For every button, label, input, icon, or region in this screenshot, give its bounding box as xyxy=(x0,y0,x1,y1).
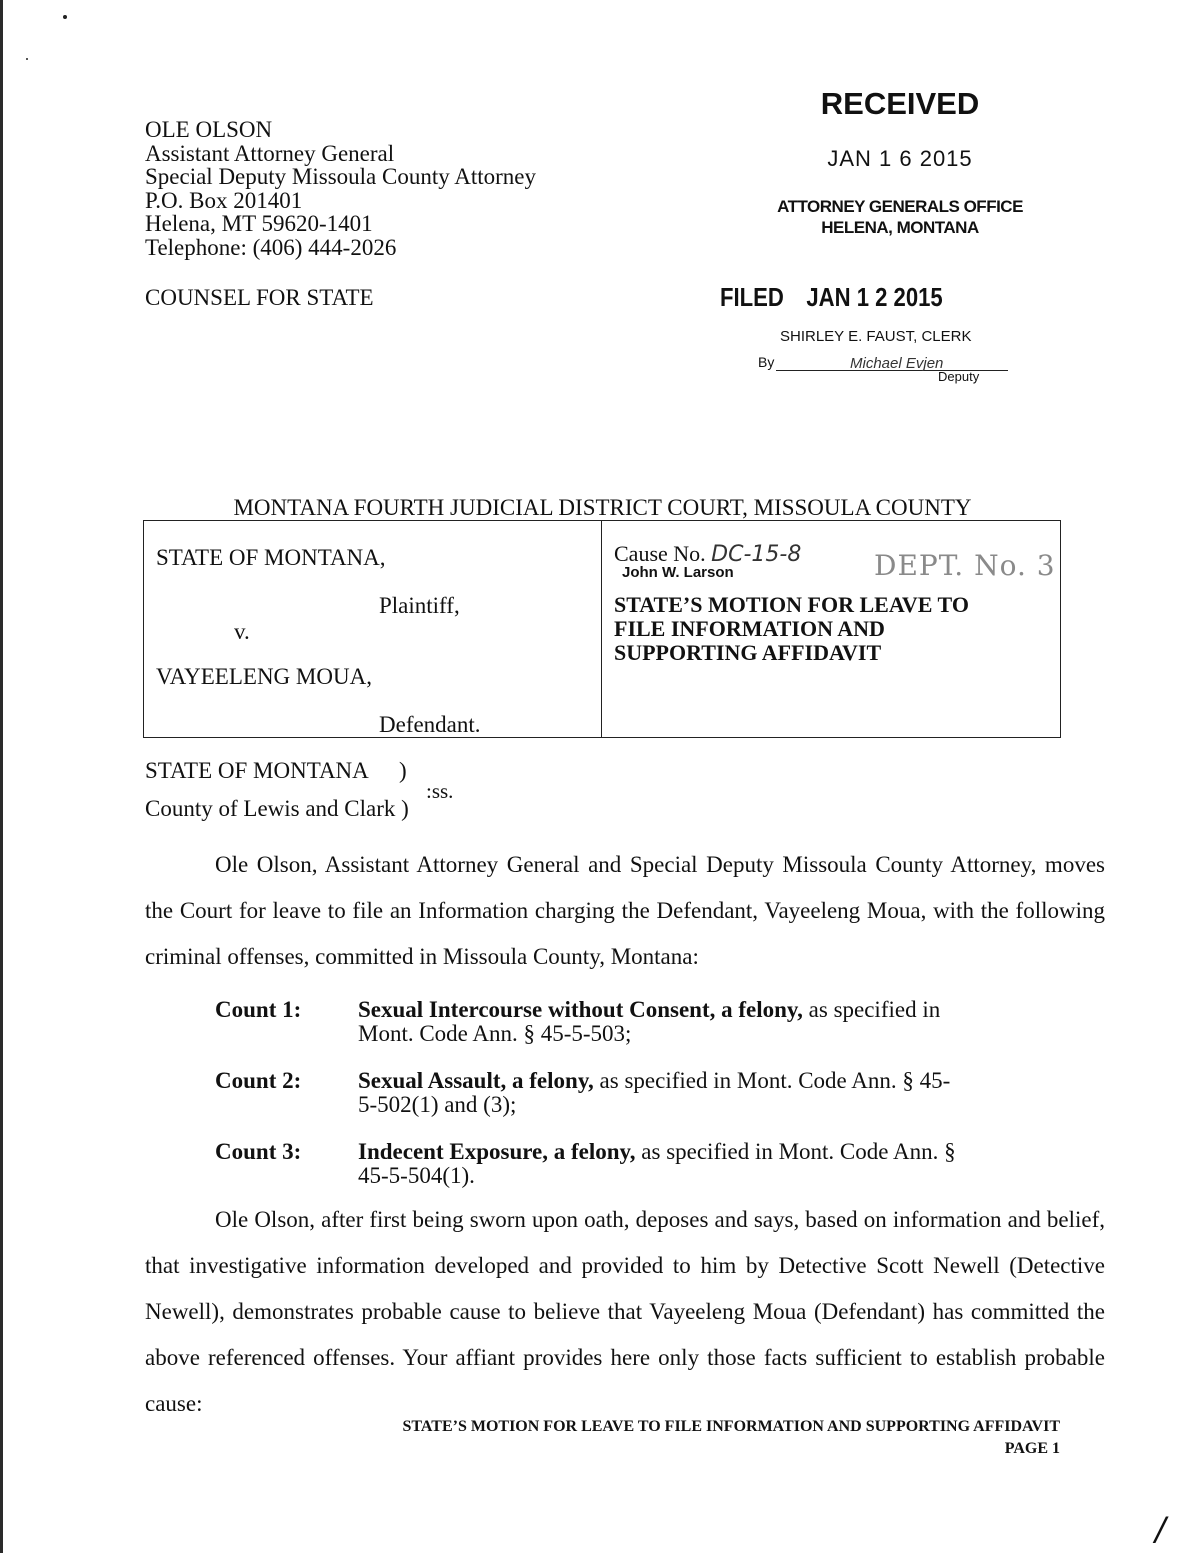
judge-stamp: John W. Larson xyxy=(622,564,734,581)
page-footer xyxy=(403,1416,1060,1460)
sender-title: Assistant Attorney General xyxy=(145,140,395,166)
count-charge: Sexual Intercourse without Consent, a felony, xyxy=(358,997,803,1022)
motion-title-line-3: SUPPORTING AFFIDAVIT xyxy=(614,640,882,665)
motion-paragraph-text: Ole Olson, Assistant Attorney General and Special Deputy Missoula County Attorney, moves the Court for leave to file an Information charging the Defendant, Vayeeleng Moua, with the following criminal offenses, committed in Missoula County, Montana: xyxy=(145,852,1105,969)
sender-name: OLE OLSON xyxy=(145,117,273,142)
dept-stamp: DEPT. No. 3 xyxy=(874,549,1056,582)
deputy-label: Deputy xyxy=(938,369,980,384)
affidavit-paragraph-text: Ole Olson, after first being sworn upon oath, deposes and says, based on information and belief, that investigative information developed and provided to him by Detective Scott Newell (Detective Newell), demonstrates probable cause to believe that Vayeeleng Moua (Defendant) has committed the above referenced offenses. Your affiant provides here only those facts sufficient to establish probable cause: xyxy=(145,1207,1105,1416)
caption-divider xyxy=(601,521,602,737)
count-description xyxy=(358,1140,958,1188)
case-caption xyxy=(143,520,1061,738)
footer-title: STATE’S MOTION FOR LEAVE TO FILE INFORMATION AND SUPPORTING AFFIDAVIT xyxy=(402,1418,1060,1435)
court-title: MONTANA FOURTH JUDICIAL DISTRICT COURT, MISSOULA COUNTY xyxy=(233,495,972,520)
count-charge: Sexual Assault, a felony, xyxy=(358,1068,594,1093)
affidavit-paragraph xyxy=(145,1197,1105,1427)
count-charge: Indecent Exposure, a felony, xyxy=(358,1139,636,1164)
count-description xyxy=(358,1069,958,1117)
defendant-role: Defendant. xyxy=(379,712,481,737)
cause-label: Cause No. xyxy=(614,541,706,566)
ag-office-line-2: HELENA, MONTANA xyxy=(821,218,979,237)
venue-block xyxy=(145,758,454,833)
scan-edge xyxy=(0,0,3,1553)
count-description xyxy=(358,998,958,1046)
ag-office-stamp xyxy=(740,196,1060,238)
scan-speck xyxy=(26,58,28,60)
deputy-signature: Michael Evjen xyxy=(850,355,944,372)
versus: v. xyxy=(234,619,250,644)
received-stamp: RECEIVED xyxy=(820,86,980,121)
page-number: PAGE 1 xyxy=(1004,1440,1060,1457)
clerk-name: SHIRLEY E. FAUST, CLERK xyxy=(780,328,972,345)
filed-stamp xyxy=(720,282,943,313)
received-date: JAN 1 6 2015 xyxy=(827,146,973,171)
motion-title-line-1: STATE’S MOTION FOR LEAVE TO xyxy=(614,592,969,617)
venue-state: STATE OF MONTANA xyxy=(145,758,369,783)
deputy-signature-line xyxy=(758,354,1008,384)
filed-label: FILED xyxy=(720,282,784,312)
ag-office-line-1: ATTORNEY GENERALS OFFICE xyxy=(777,197,1023,216)
motion-title-line-2: FILE INFORMATION AND xyxy=(614,616,885,641)
defendant-name: VAYEELENG MOUA, xyxy=(156,664,372,689)
venue-paren: ) xyxy=(399,758,407,783)
count-label: Count 3: xyxy=(215,1139,302,1164)
by-label: By xyxy=(758,354,775,370)
count-spec: as specified in Mont. Code Ann. § 45-5-503; xyxy=(358,997,941,1046)
count-label: Count 1: xyxy=(215,997,302,1022)
sender-block xyxy=(145,118,536,259)
sender-phone: Telephone: (406) 444-2026 xyxy=(145,234,397,260)
sender-title-2: Special Deputy Missoula County Attorney xyxy=(145,164,536,189)
plaintiff-name: STATE OF MONTANA, xyxy=(156,545,386,570)
count-spec: as specified in Mont. Code Ann. § 45-5-504(1). xyxy=(358,1139,956,1188)
motion-title xyxy=(614,593,969,665)
counsel-label: COUNSEL FOR STATE xyxy=(145,285,374,310)
venue-ss: :ss. xyxy=(426,779,454,803)
plaintiff-role: Plaintiff, xyxy=(379,593,460,618)
venue-paren: ) xyxy=(401,796,409,821)
filed-date: JAN 1 2 2015 xyxy=(806,282,943,312)
count-label: Count 2: xyxy=(215,1068,302,1093)
margin-mark: / xyxy=(1155,1510,1166,1548)
venue-county: County of Lewis and Clark xyxy=(145,796,396,821)
sender-po-box: P.O. Box 201401 xyxy=(145,187,303,213)
motion-paragraph xyxy=(145,842,1105,980)
count-spec: as specified in Mont. Code Ann. § 45-5-502(1) and (3); xyxy=(358,1068,951,1117)
scan-speck xyxy=(63,15,67,19)
sender-city: Helena, MT 59620-1401 xyxy=(145,211,373,236)
cause-number-handwritten: DC-15-8 xyxy=(711,542,802,567)
